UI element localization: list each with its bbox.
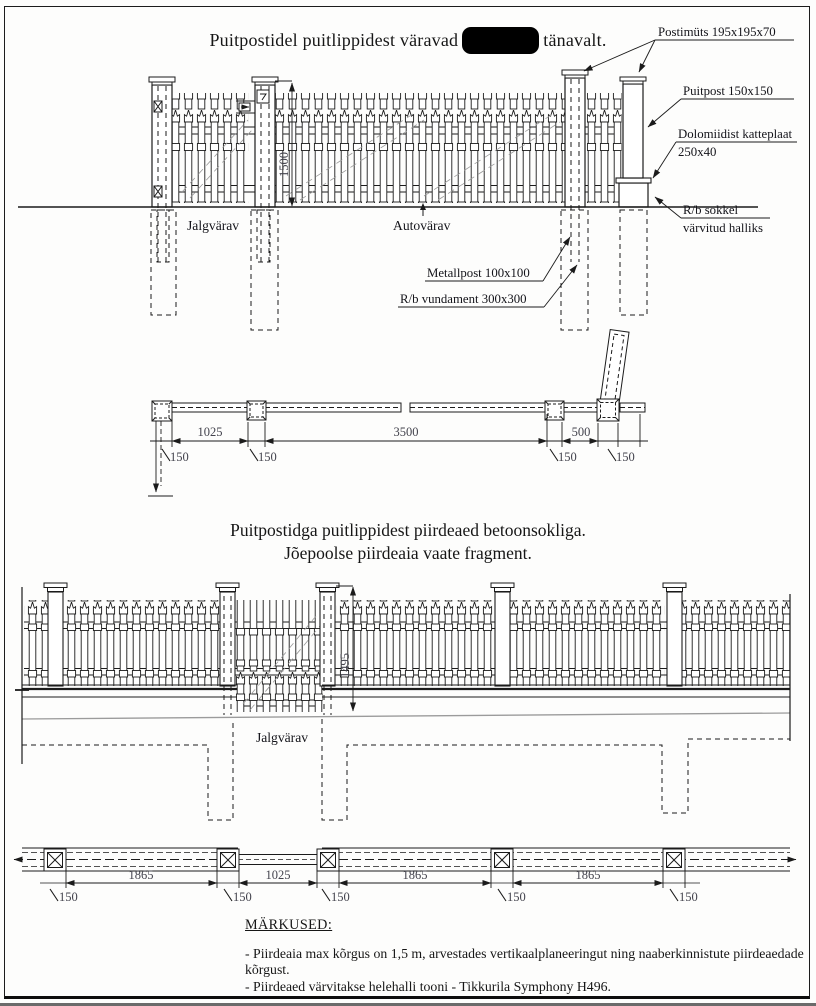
metal-fence-post: [562, 70, 588, 262]
svg-text:1025: 1025: [265, 868, 291, 882]
picket-run-gate: [236, 600, 323, 712]
svg-text:150: 150: [507, 890, 526, 904]
ground-line: [22, 713, 790, 719]
svg-text:250x40: 250x40: [678, 145, 717, 159]
drawing-title-middle: [0, 519, 816, 565]
callout-puitpost: [648, 84, 794, 127]
plan-street-gates: [148, 330, 648, 496]
svg-text:150: 150: [233, 890, 252, 904]
title-top-prefix: Puitpostidel puitlippidest väravad: [209, 30, 459, 50]
svg-text:150: 150: [616, 450, 635, 464]
gate-centre-mark: [420, 203, 426, 216]
picket-run-autovarav: [275, 93, 572, 203]
svg-text:150: 150: [558, 450, 577, 464]
svg-text:150: 150: [59, 890, 78, 904]
callout-katteplaat: [653, 127, 797, 178]
plan-river-fence: [14, 847, 796, 905]
picket-run: [509, 600, 665, 686]
concrete-socle: [15, 685, 790, 697]
elevation-river-fence: [15, 583, 790, 820]
plan-dimensions-top: [150, 414, 648, 464]
latch-icon: [236, 101, 255, 113]
svg-text:Puitpost 150x150: Puitpost 150x150: [683, 84, 773, 98]
redaction-box: [462, 27, 539, 54]
svg-text:1495: 1495: [338, 653, 352, 678]
elevation-street-gates: [18, 25, 797, 330]
plan-dimensions-bottom: [40, 868, 700, 904]
svg-text:3500: 3500: [393, 425, 419, 439]
title-middle-line1: Puitpostidga puitlippidest piirdeaed betoonsokliga.: [230, 520, 586, 540]
picket-run: [63, 600, 219, 686]
svg-text:Dolomiidist katteplaat: Dolomiidist katteplaat: [678, 127, 793, 141]
note-item: - Piirdeaed värvitakse helehalli tooni - Tikkurila Symphony H496.: [245, 978, 611, 994]
notes-block: [245, 917, 805, 995]
svg-text:R/b sokkel: R/b sokkel: [683, 203, 739, 217]
picket-run: [678, 600, 790, 686]
svg-text:R/b vundament 300x300: R/b vundament 300x300: [400, 292, 527, 306]
svg-text:Postimüts 195x195x70: Postimüts 195x195x70: [658, 25, 776, 39]
picket-run: [336, 600, 495, 686]
callout-metallpost: [425, 237, 570, 281]
notes-heading: MÄRKUSED:: [245, 917, 333, 933]
svg-text:150: 150: [258, 450, 277, 464]
callout-sokkel: [655, 197, 770, 235]
note-item: - Piirdeaia max kõrgus on 1,5 m, arvestades vertikaalplaneeringut ning naaberkinnistute piirdeaedade kõrgust.: [245, 945, 804, 977]
svg-text:1025: 1025: [197, 425, 223, 439]
label-jalgvarav-2: Jalgvärav: [255, 730, 309, 745]
dim-value: 1500: [277, 152, 291, 177]
plan-fence-strips: [172, 403, 645, 412]
svg-text:150: 150: [170, 450, 189, 464]
title-middle-line2: Jõepoolse piirdeaia vaate fragment.: [284, 543, 532, 563]
picket-run-right: [587, 93, 622, 203]
svg-text:Metallpost 100x100: Metallpost 100x100: [427, 266, 530, 280]
svg-text:1865: 1865: [128, 868, 154, 882]
svg-text:1865: 1865: [402, 868, 428, 882]
title-top-suffix: tänavalt.: [543, 30, 607, 50]
svg-text:500: 500: [571, 425, 591, 439]
plan-open-gate-leaf: [599, 330, 629, 410]
picket-run-jalgvarav: [171, 93, 249, 203]
svg-text:1865: 1865: [575, 868, 601, 882]
svg-text:värvitud halliks: värvitud halliks: [683, 221, 763, 235]
label-autovarav: Autovärav: [393, 218, 451, 233]
label-jalgvarav: Jalgvärav: [187, 218, 240, 233]
gate-post-left: [149, 77, 175, 262]
picket-run: [24, 600, 50, 686]
svg-text:150: 150: [679, 890, 698, 904]
svg-text:150: 150: [331, 890, 350, 904]
drawing-title-top: [0, 27, 816, 54]
foundation-profile: [22, 719, 790, 820]
